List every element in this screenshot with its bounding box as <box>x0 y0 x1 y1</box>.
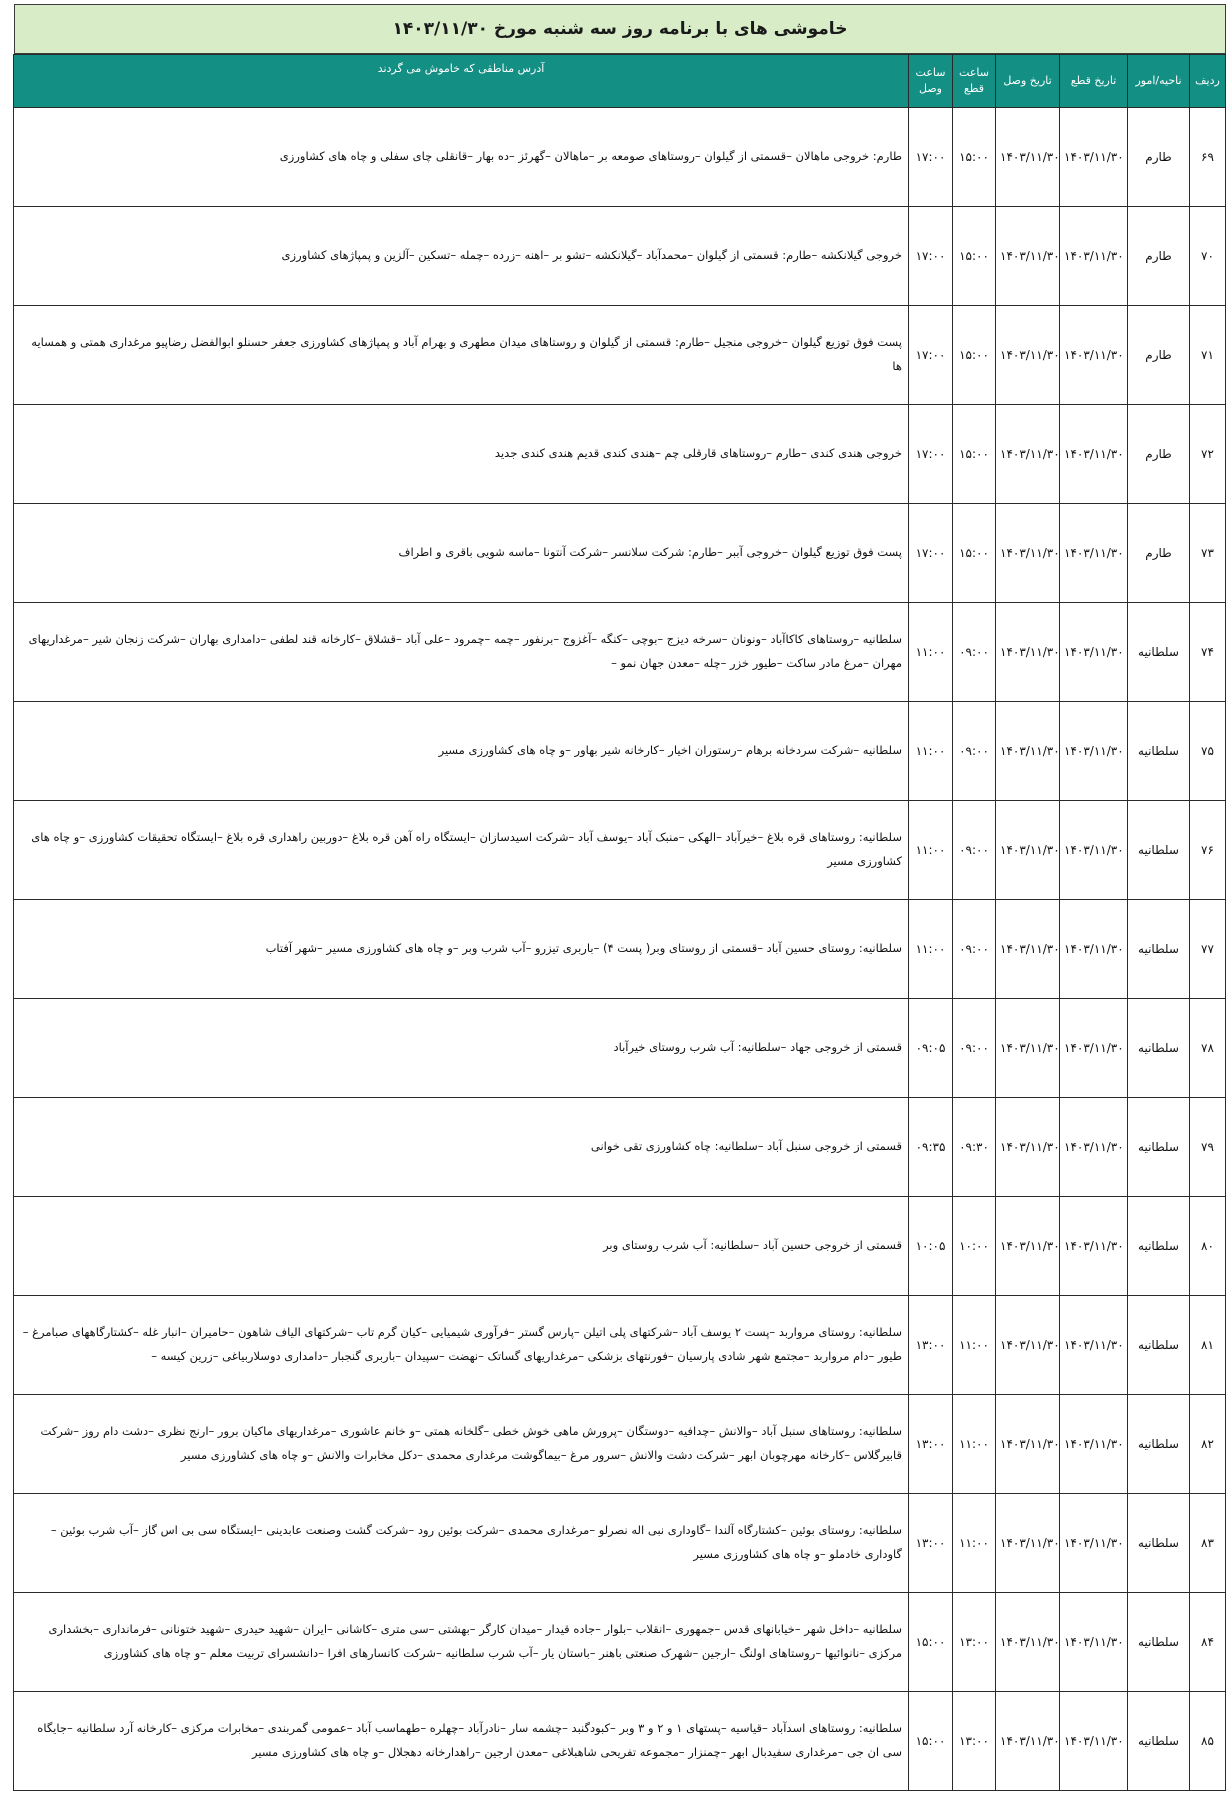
address-cell: سلطانیه: روستاهای قره بلاغ –خیرآباد –الهکی –منبک آباد –یوسف آباد –شرکت اسیدسازان –ایستگاه راه آهن قره بلاغ –دوربین راهداری قره بلاغ –ایستگاه تحقیقات کشاورزی –و چاه های کشاورزی مسیر <box>14 801 909 900</box>
row-number-cell: ۷۲ <box>1190 405 1226 504</box>
region-cell: سلطانیه <box>1128 900 1190 999</box>
region-cell: سلطانیه <box>1128 801 1190 900</box>
table-row <box>14 1692 1226 1791</box>
region-cell: سلطانیه <box>1128 1296 1190 1395</box>
cut-time-cell: ۰۹:۰۰ <box>953 999 996 1098</box>
cut-time-cell: ۱۵:۰۰ <box>953 207 996 306</box>
row-number-cell: ۸۳ <box>1190 1494 1226 1593</box>
address-cell: سلطانیه: روستای حسین آباد –قسمتی از روستای وبر( پست ۴) –باربری تیزرو –آب شرب وبر –و چاه های کشاورزی مسیر –شهر آفتاب <box>14 900 909 999</box>
table-row <box>14 702 1226 801</box>
region-cell: سلطانیه <box>1128 702 1190 801</box>
connect-time-cell: ۱۳:۰۰ <box>909 1395 953 1494</box>
cut-date-cell: ۱۴۰۳/۱۱/۳۰ <box>1060 1494 1128 1593</box>
cut-date-cell: ۱۴۰۳/۱۱/۳۰ <box>1060 1098 1128 1197</box>
region-cell: سلطانیه <box>1128 1494 1190 1593</box>
connect-time-cell: ۱۷:۰۰ <box>909 306 953 405</box>
region-cell: طارم <box>1128 504 1190 603</box>
row-number-cell: ۷۵ <box>1190 702 1226 801</box>
cut-date-cell: ۱۴۰۳/۱۱/۳۰ <box>1060 1197 1128 1296</box>
cut-time-cell: ۱۵:۰۰ <box>953 504 996 603</box>
connect-date-cell: ۱۴۰۳/۱۱/۳۰ <box>996 1395 1060 1494</box>
connect-date-cell: ۱۴۰۳/۱۱/۳۰ <box>996 504 1060 603</box>
connect-time-cell: ۱۵:۰۰ <box>909 1692 953 1791</box>
cut-date-cell: ۱۴۰۳/۱۱/۳۰ <box>1060 108 1128 207</box>
cut-time-cell: ۱۳:۰۰ <box>953 1692 996 1791</box>
connect-time-cell: ۱۷:۰۰ <box>909 108 953 207</box>
cut-time-cell: ۱۵:۰۰ <box>953 306 996 405</box>
table-row <box>14 1098 1226 1197</box>
cut-date-cell: ۱۴۰۳/۱۱/۳۰ <box>1060 1692 1128 1791</box>
row-number-cell: ۸۵ <box>1190 1692 1226 1791</box>
connect-time-cell: ۱۵:۰۰ <box>909 1593 953 1692</box>
cut-time-cell: ۱۱:۰۰ <box>953 1296 996 1395</box>
cut-time-cell: ۱۳:۰۰ <box>953 1593 996 1692</box>
connect-date-cell: ۱۴۰۳/۱۱/۳۰ <box>996 900 1060 999</box>
row-number-cell: ۸۲ <box>1190 1395 1226 1494</box>
connect-time-cell: ۱۱:۰۰ <box>909 702 953 801</box>
region-cell: سلطانیه <box>1128 1098 1190 1197</box>
region-cell: سلطانیه <box>1128 999 1190 1098</box>
table-body <box>14 108 1226 1791</box>
col-header-cut-time: ساعت قطع <box>953 55 996 108</box>
connect-time-cell: ۱۷:۰۰ <box>909 405 953 504</box>
address-cell: سلطانیه: روستاهای اسدآباد –قیاسیه –پستهای ۱ و ۲ و ۳ وبر –کبودگنبد –چشمه سار –نادرآباد –چهلره –طهماسب آباد –عمومی گمربندی –مخابرات مرکزی –کارخانه آرد سلطانیه –جایگاه سی ان جی –مرغداری سفیدبال ابهر –چمنزار –مجموعه تفریحی شاهبلاغی –معدن ارجین –راهدارخانه دهجلال –و چاه های کشاورزی مسیر <box>14 1692 909 1791</box>
table-row <box>14 1296 1226 1395</box>
cut-time-cell: ۰۹:۳۰ <box>953 1098 996 1197</box>
connect-time-cell: ۰۹:۰۵ <box>909 999 953 1098</box>
connect-date-cell: ۱۴۰۳/۱۱/۳۰ <box>996 108 1060 207</box>
row-number-cell: ۷۹ <box>1190 1098 1226 1197</box>
cut-date-cell: ۱۴۰۳/۱۱/۳۰ <box>1060 306 1128 405</box>
row-number-cell: ۷۶ <box>1190 801 1226 900</box>
connect-time-cell: ۱۳:۰۰ <box>909 1494 953 1593</box>
cut-date-cell: ۱۴۰۳/۱۱/۳۰ <box>1060 1593 1128 1692</box>
region-cell: سلطانیه <box>1128 1395 1190 1494</box>
connect-date-cell: ۱۴۰۳/۱۱/۳۰ <box>996 306 1060 405</box>
cut-date-cell: ۱۴۰۳/۱۱/۳۰ <box>1060 603 1128 702</box>
address-cell: سلطانیه –شرکت سردخانه برهام –رستوران اخیار –کارخانه شیر بهاور –و چاه های کشاورزی مسیر <box>14 702 909 801</box>
address-cell: پست فوق توزیع گیلوان –خروجی آببر –طارم: شرکت سلانسر –شرکت آنتونا –ماسه شویی باقری و اطراف <box>14 504 909 603</box>
address-cell: قسمتی از خروجی جهاد –سلطانیه: آب شرب روستای خیرآباد <box>14 999 909 1098</box>
table-row <box>14 801 1226 900</box>
row-number-cell: ۷۴ <box>1190 603 1226 702</box>
connect-date-cell: ۱۴۰۳/۱۱/۳۰ <box>996 999 1060 1098</box>
region-cell: سلطانیه <box>1128 1197 1190 1296</box>
cut-time-cell: ۱۰:۰۰ <box>953 1197 996 1296</box>
cut-time-cell: ۰۹:۰۰ <box>953 900 996 999</box>
cut-time-cell: ۱۵:۰۰ <box>953 108 996 207</box>
table-row <box>14 108 1226 207</box>
row-number-cell: ۷۰ <box>1190 207 1226 306</box>
row-number-cell: ۷۸ <box>1190 999 1226 1098</box>
table-row <box>14 603 1226 702</box>
address-cell: پست فوق توزیع گیلوان –خروجی منجیل –طارم: قسمتی از گیلوان و روستاهای میدان مطهری و بهرام آباد و پمپاژهای کشاورزی جعفر حسنلو ابوالفضل رضاپیو مرغداری همتی و همسایه ها <box>14 306 909 405</box>
page-title: خاموشی های با برنامه روز سه شنبه مورخ ۱۴۰۳/۱۱/۳۰ <box>14 4 1226 54</box>
connect-date-cell: ۱۴۰۳/۱۱/۳۰ <box>996 702 1060 801</box>
address-cell: خروجی هندی کندی –طارم –روستاهای قارقلی چم –هندی کندی قدیم هندی کندی جدید <box>14 405 909 504</box>
connect-date-cell: ۱۴۰۳/۱۱/۳۰ <box>996 1098 1060 1197</box>
table-row <box>14 1395 1226 1494</box>
col-header-connect-date: تاریخ وصل <box>996 55 1060 108</box>
address-cell: خروجی گیلانکشه –طارم: قسمتی از گیلوان –محمدآباد –گیلانکشه –تشو بر –اهنه –زرده –چمله –تسکین –آلزین و پمپاژهای کشاورزی <box>14 207 909 306</box>
table-row <box>14 1197 1226 1296</box>
row-number-cell: ۷۷ <box>1190 900 1226 999</box>
cut-time-cell: ۱۵:۰۰ <box>953 405 996 504</box>
connect-date-cell: ۱۴۰۳/۱۱/۳۰ <box>996 1593 1060 1692</box>
address-cell: سلطانیه: روستای بوئین –کشتارگاه آلندا –گاوداری نبی اله نصرلو –مرغداری محمدی –شرکت بوئین رود –شرکت گشت وصنعت عابدینی –ایستگاه سی بی اس گاز –آب شرب بوئین –گاوداری خادملو –و چاه های کشاورزی مسیر <box>14 1494 909 1593</box>
region-cell: سلطانیه <box>1128 603 1190 702</box>
col-header-cut-date: تاریخ قطع <box>1060 55 1128 108</box>
region-cell: طارم <box>1128 108 1190 207</box>
cut-date-cell: ۱۴۰۳/۱۱/۳۰ <box>1060 1395 1128 1494</box>
col-header-row-no: ردیف <box>1190 55 1226 108</box>
address-cell: سلطانیه –روستاهای کاکاآباد –ونونان –سرخه دیزج –بوچی –کنگه –آغزوج –برنفور –چمه –چمرود –علی آباد –قشلاق –کارخانه قند لطفی –دامداری بهاران –شرکت زنجان شیر –مرغداریهای مهران –مرغ مادر ساکت –طیور خزر –چله –معدن جهان نمو – <box>14 603 909 702</box>
table-header-row <box>14 55 1226 108</box>
cut-time-cell: ۱۱:۰۰ <box>953 1395 996 1494</box>
connect-time-cell: ۱۳:۰۰ <box>909 1296 953 1395</box>
region-cell: سلطانیه <box>1128 1593 1190 1692</box>
region-cell: طارم <box>1128 405 1190 504</box>
table-row <box>14 405 1226 504</box>
connect-date-cell: ۱۴۰۳/۱۱/۳۰ <box>996 1296 1060 1395</box>
connect-time-cell: ۱۷:۰۰ <box>909 207 953 306</box>
row-number-cell: ۸۴ <box>1190 1593 1226 1692</box>
region-cell: طارم <box>1128 207 1190 306</box>
address-cell: سلطانیه –داخل شهر –خیابانهای قدس –جمهوری –انقلاب –بلوار –جاده قیدار –میدان کارگر –بهشتی –سی متری –کاشانی –ایران –شهید حیدری –شهید ختونانی –فرمانداری –بخشداری مرکزی –نانوائیها –روستاهای اولنگ –ارجین –شهرک صنعتی باهنر –باستان یار –آب شرب سلطانیه –شرکت کانسارهای افرا –دانشسرای تربیت معلم –و چاه های کشاورزی <box>14 1593 909 1692</box>
table-row <box>14 207 1226 306</box>
col-header-region: ناحیه/امور <box>1128 55 1190 108</box>
cut-time-cell: ۰۹:۰۰ <box>953 702 996 801</box>
table-row <box>14 999 1226 1098</box>
address-cell: سلطانیه: روستاهای سنبل آباد –والانش –چدافیه –دوستگان –پرورش ماهی خوش خطی –گلخانه همتی –و خانم عاشوری –مرغداریهای ماکیان برور –ارنج نظری –دشت دام روز –شرکت قابیرگلاس –کارخانه مهرچوبان ابهر –شرکت دشت والانش –سرور مرغ –بیماگوشت مرغداری محمدی –دکل مخابرات والانش –و چاه های کشاورزی مسیر <box>14 1395 909 1494</box>
outage-table <box>13 54 1226 1791</box>
region-cell: سلطانیه <box>1128 1692 1190 1791</box>
address-cell: سلطانیه: روستای مرواربد –پست ۲ یوسف آباد –شرکتهای پلی اتیلن –پارس گستر –فرآوری شیمیایی –کیان گرم تاب –شرکتهای الیاف شاهون –حامیران –انبار غله –کشتارگاههای صبامرغ –طیور –دام مرواربد –مجتمع شهر شادی پارسیان –فورنتهای بزشکی –مرغداریهای گساتک –نهضت –سپیدان –باربری گنجبار –دامداری دوسلاربیاغی –زرین کیسه – <box>14 1296 909 1395</box>
connect-time-cell: ۱۷:۰۰ <box>909 504 953 603</box>
row-number-cell: ۷۳ <box>1190 504 1226 603</box>
table-row <box>14 504 1226 603</box>
connect-time-cell: ۱۱:۰۰ <box>909 900 953 999</box>
region-cell: طارم <box>1128 306 1190 405</box>
connect-time-cell: ۱۰:۰۵ <box>909 1197 953 1296</box>
cut-date-cell: ۱۴۰۳/۱۱/۳۰ <box>1060 702 1128 801</box>
table-row <box>14 1494 1226 1593</box>
cut-time-cell: ۰۹:۰۰ <box>953 801 996 900</box>
cut-date-cell: ۱۴۰۳/۱۱/۳۰ <box>1060 207 1128 306</box>
address-cell: طارم: خروجی ماهالان –قسمتی از گیلوان –روستاهای صومعه بر –ماهالان –گهرئز –ده بهار –قانقلی چای سفلی و چاه های کشاورزی <box>14 108 909 207</box>
col-header-connect-time: ساعت وصل <box>909 55 953 108</box>
row-number-cell: ۶۹ <box>1190 108 1226 207</box>
col-header-address: آدرس مناطقی که خاموش می گردند <box>14 55 909 108</box>
row-number-cell: ۷۱ <box>1190 306 1226 405</box>
connect-time-cell: ۱۱:۰۰ <box>909 603 953 702</box>
cut-date-cell: ۱۴۰۳/۱۱/۳۰ <box>1060 801 1128 900</box>
connect-date-cell: ۱۴۰۳/۱۱/۳۰ <box>996 1692 1060 1791</box>
outage-schedule-sheet <box>14 4 1226 1791</box>
cut-time-cell: ۰۹:۰۰ <box>953 603 996 702</box>
connect-date-cell: ۱۴۰۳/۱۱/۳۰ <box>996 1197 1060 1296</box>
row-number-cell: ۸۱ <box>1190 1296 1226 1395</box>
cut-time-cell: ۱۱:۰۰ <box>953 1494 996 1593</box>
connect-date-cell: ۱۴۰۳/۱۱/۳۰ <box>996 405 1060 504</box>
table-row <box>14 900 1226 999</box>
connect-date-cell: ۱۴۰۳/۱۱/۳۰ <box>996 801 1060 900</box>
table-row <box>14 306 1226 405</box>
cut-date-cell: ۱۴۰۳/۱۱/۳۰ <box>1060 504 1128 603</box>
connect-date-cell: ۱۴۰۳/۱۱/۳۰ <box>996 207 1060 306</box>
cut-date-cell: ۱۴۰۳/۱۱/۳۰ <box>1060 999 1128 1098</box>
connect-time-cell: ۱۱:۰۰ <box>909 801 953 900</box>
connect-time-cell: ۰۹:۳۵ <box>909 1098 953 1197</box>
cut-date-cell: ۱۴۰۳/۱۱/۳۰ <box>1060 1296 1128 1395</box>
cut-date-cell: ۱۴۰۳/۱۱/۳۰ <box>1060 405 1128 504</box>
table-row <box>14 1593 1226 1692</box>
connect-date-cell: ۱۴۰۳/۱۱/۳۰ <box>996 603 1060 702</box>
address-cell: قسمتی از خروجی حسین آباد –سلطانیه: آب شرب روستای وبر <box>14 1197 909 1296</box>
connect-date-cell: ۱۴۰۳/۱۱/۳۰ <box>996 1494 1060 1593</box>
row-number-cell: ۸۰ <box>1190 1197 1226 1296</box>
address-cell: قسمتی از خروجی سنبل آباد –سلطانیه: چاه کشاورزی تقی خوانی <box>14 1098 909 1197</box>
cut-date-cell: ۱۴۰۳/۱۱/۳۰ <box>1060 900 1128 999</box>
